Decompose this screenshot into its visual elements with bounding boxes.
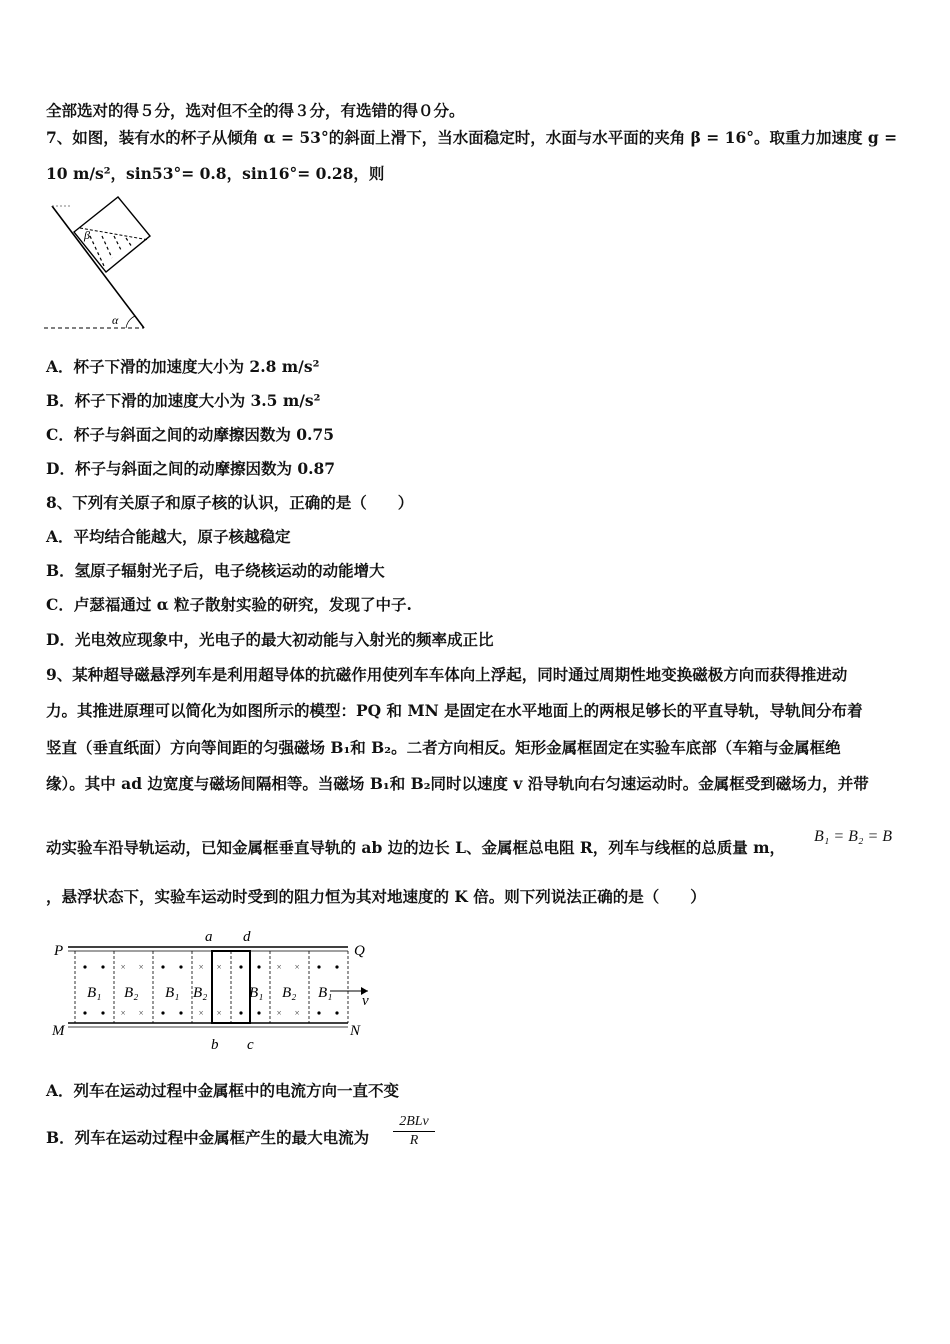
label-n: N	[350, 1023, 361, 1039]
q9-rail-figure	[50, 925, 380, 1055]
label-m: M	[52, 1023, 65, 1039]
q9-stem-line1: 9、某种超导磁悬浮列车是利用超导体的抗磁作用使列车车体向上浮起，同时通过周期性地变换磁极方向而获得推进动	[46, 665, 848, 684]
q9-stem-line3: 竖直（垂直纸面）方向等间距的匀强磁场 B₁和 B₂。二者方向相反。矩形金属框固定在实验车底部（车箱与金属框绝	[46, 738, 841, 757]
field-label-1: B₁	[87, 985, 102, 1001]
svg-text:×: ×	[216, 962, 223, 972]
q9-field-equality-formula: B₁ = B₂ = B	[814, 828, 893, 845]
svg-text:×: ×	[198, 962, 205, 972]
field-label-4: B₂	[193, 985, 208, 1001]
svg-text:×: ×	[138, 1008, 145, 1018]
field-label-2: B₂	[124, 985, 139, 1001]
fraction-denominator: R	[409, 1133, 419, 1148]
svg-text:×: ×	[276, 1008, 283, 1018]
svg-text:×: ×	[294, 962, 301, 972]
q7-stem-line2: 10 m/s²，sin53°= 0.8，sin16°= 0.28，则	[46, 164, 385, 183]
label-c: c	[247, 1037, 254, 1053]
beta-label: β	[84, 228, 90, 242]
q9-option-b-fraction	[393, 1113, 435, 1150]
q7-option-c: C．杯子与斜面之间的动摩擦因数为 0.75	[46, 425, 334, 444]
svg-text:×: ×	[198, 1008, 205, 1018]
label-d: d	[243, 929, 251, 945]
alpha-label: α	[112, 313, 119, 327]
svg-text:×: ×	[120, 1008, 127, 1018]
q8-option-b: B．氢原子辐射光子后，电子绕核运动的动能增大	[46, 561, 385, 580]
svg-text:×: ×	[138, 962, 145, 972]
q7-option-a: A．杯子下滑的加速度大小为 2.8 m/s²	[46, 357, 320, 376]
svg-text:×: ×	[216, 1008, 223, 1018]
q8-stem: 8、下列有关原子和原子核的认识，正确的是（ ）	[46, 493, 414, 512]
label-p: P	[54, 943, 64, 959]
q9-stem-line5: 动实验车沿导轨运动，已知金属框垂直导轨的 ab 边的边长 L、金属框总电阻 R，列车与线框的总质量 m，	[46, 838, 786, 857]
q9-option-a: A．列车在运动过程中金属框中的电流方向一直不变	[46, 1081, 400, 1100]
q7-option-b: B．杯子下滑的加速度大小为 3.5 m/s²	[46, 391, 321, 410]
q7-incline-figure	[44, 192, 159, 332]
label-b: b	[211, 1037, 219, 1053]
svg-text:×: ×	[120, 962, 127, 972]
q9-option-b-text: B．列车在运动过程中金属框产生的最大电流为	[46, 1128, 370, 1147]
q9-stem-line2: 力。其推进原理可以简化为如图所示的模型：PQ 和 MN 是固定在水平地面上的两根足够长的平直导轨，导轨间分布着	[46, 701, 863, 720]
label-q: Q	[354, 943, 365, 959]
q8-option-a: A．平均结合能越大，原子核越稳定	[46, 527, 291, 546]
q8-option-c: C．卢瑟福通过 α 粒子散射实验的研究，发现了中子.	[46, 595, 412, 614]
q7-stem-line1: 7、如图，装有水的杯子从倾角 α = 53°的斜面上滑下，当水面稳定时，水面与水平面的夹角 β = 16°。取重力加速度 g =	[46, 128, 898, 147]
label-a: a	[205, 929, 213, 945]
label-v: v	[362, 993, 369, 1009]
q9-stem-line6: ，悬浮状态下，实验车运动时受到的阻力恒为其对地速度的 K 倍。则下列说法正确的是（ ）	[46, 887, 706, 906]
q9-stem-line4: 缘）。其中 ad 边宽度与磁场间隔相等。当磁场 B₁和 B₂同时以速度 v 沿导轨向右匀速运动时。金属框受到磁场力，并带	[46, 774, 869, 793]
svg-text:×: ×	[294, 1008, 301, 1018]
intro-line: 全部选对的得５分，选对但不全的得３分，有选错的得０分。	[46, 101, 465, 120]
incline-line	[52, 206, 144, 328]
svg-text:×: ×	[276, 962, 283, 972]
q7-option-d: D．杯子与斜面之间的动摩擦因数为 0.87	[46, 459, 336, 478]
fraction-numerator: 2BLv	[393, 1113, 435, 1132]
q8-option-d: D．光电效应现象中，光电子的最大初动能与入射光的频率成正比	[46, 630, 494, 649]
field-label-6: B₂	[282, 985, 297, 1001]
field-label-5: B₁	[249, 985, 264, 1001]
field-label-7: B₁	[318, 985, 333, 1001]
field-label-3: B₁	[165, 985, 180, 1001]
